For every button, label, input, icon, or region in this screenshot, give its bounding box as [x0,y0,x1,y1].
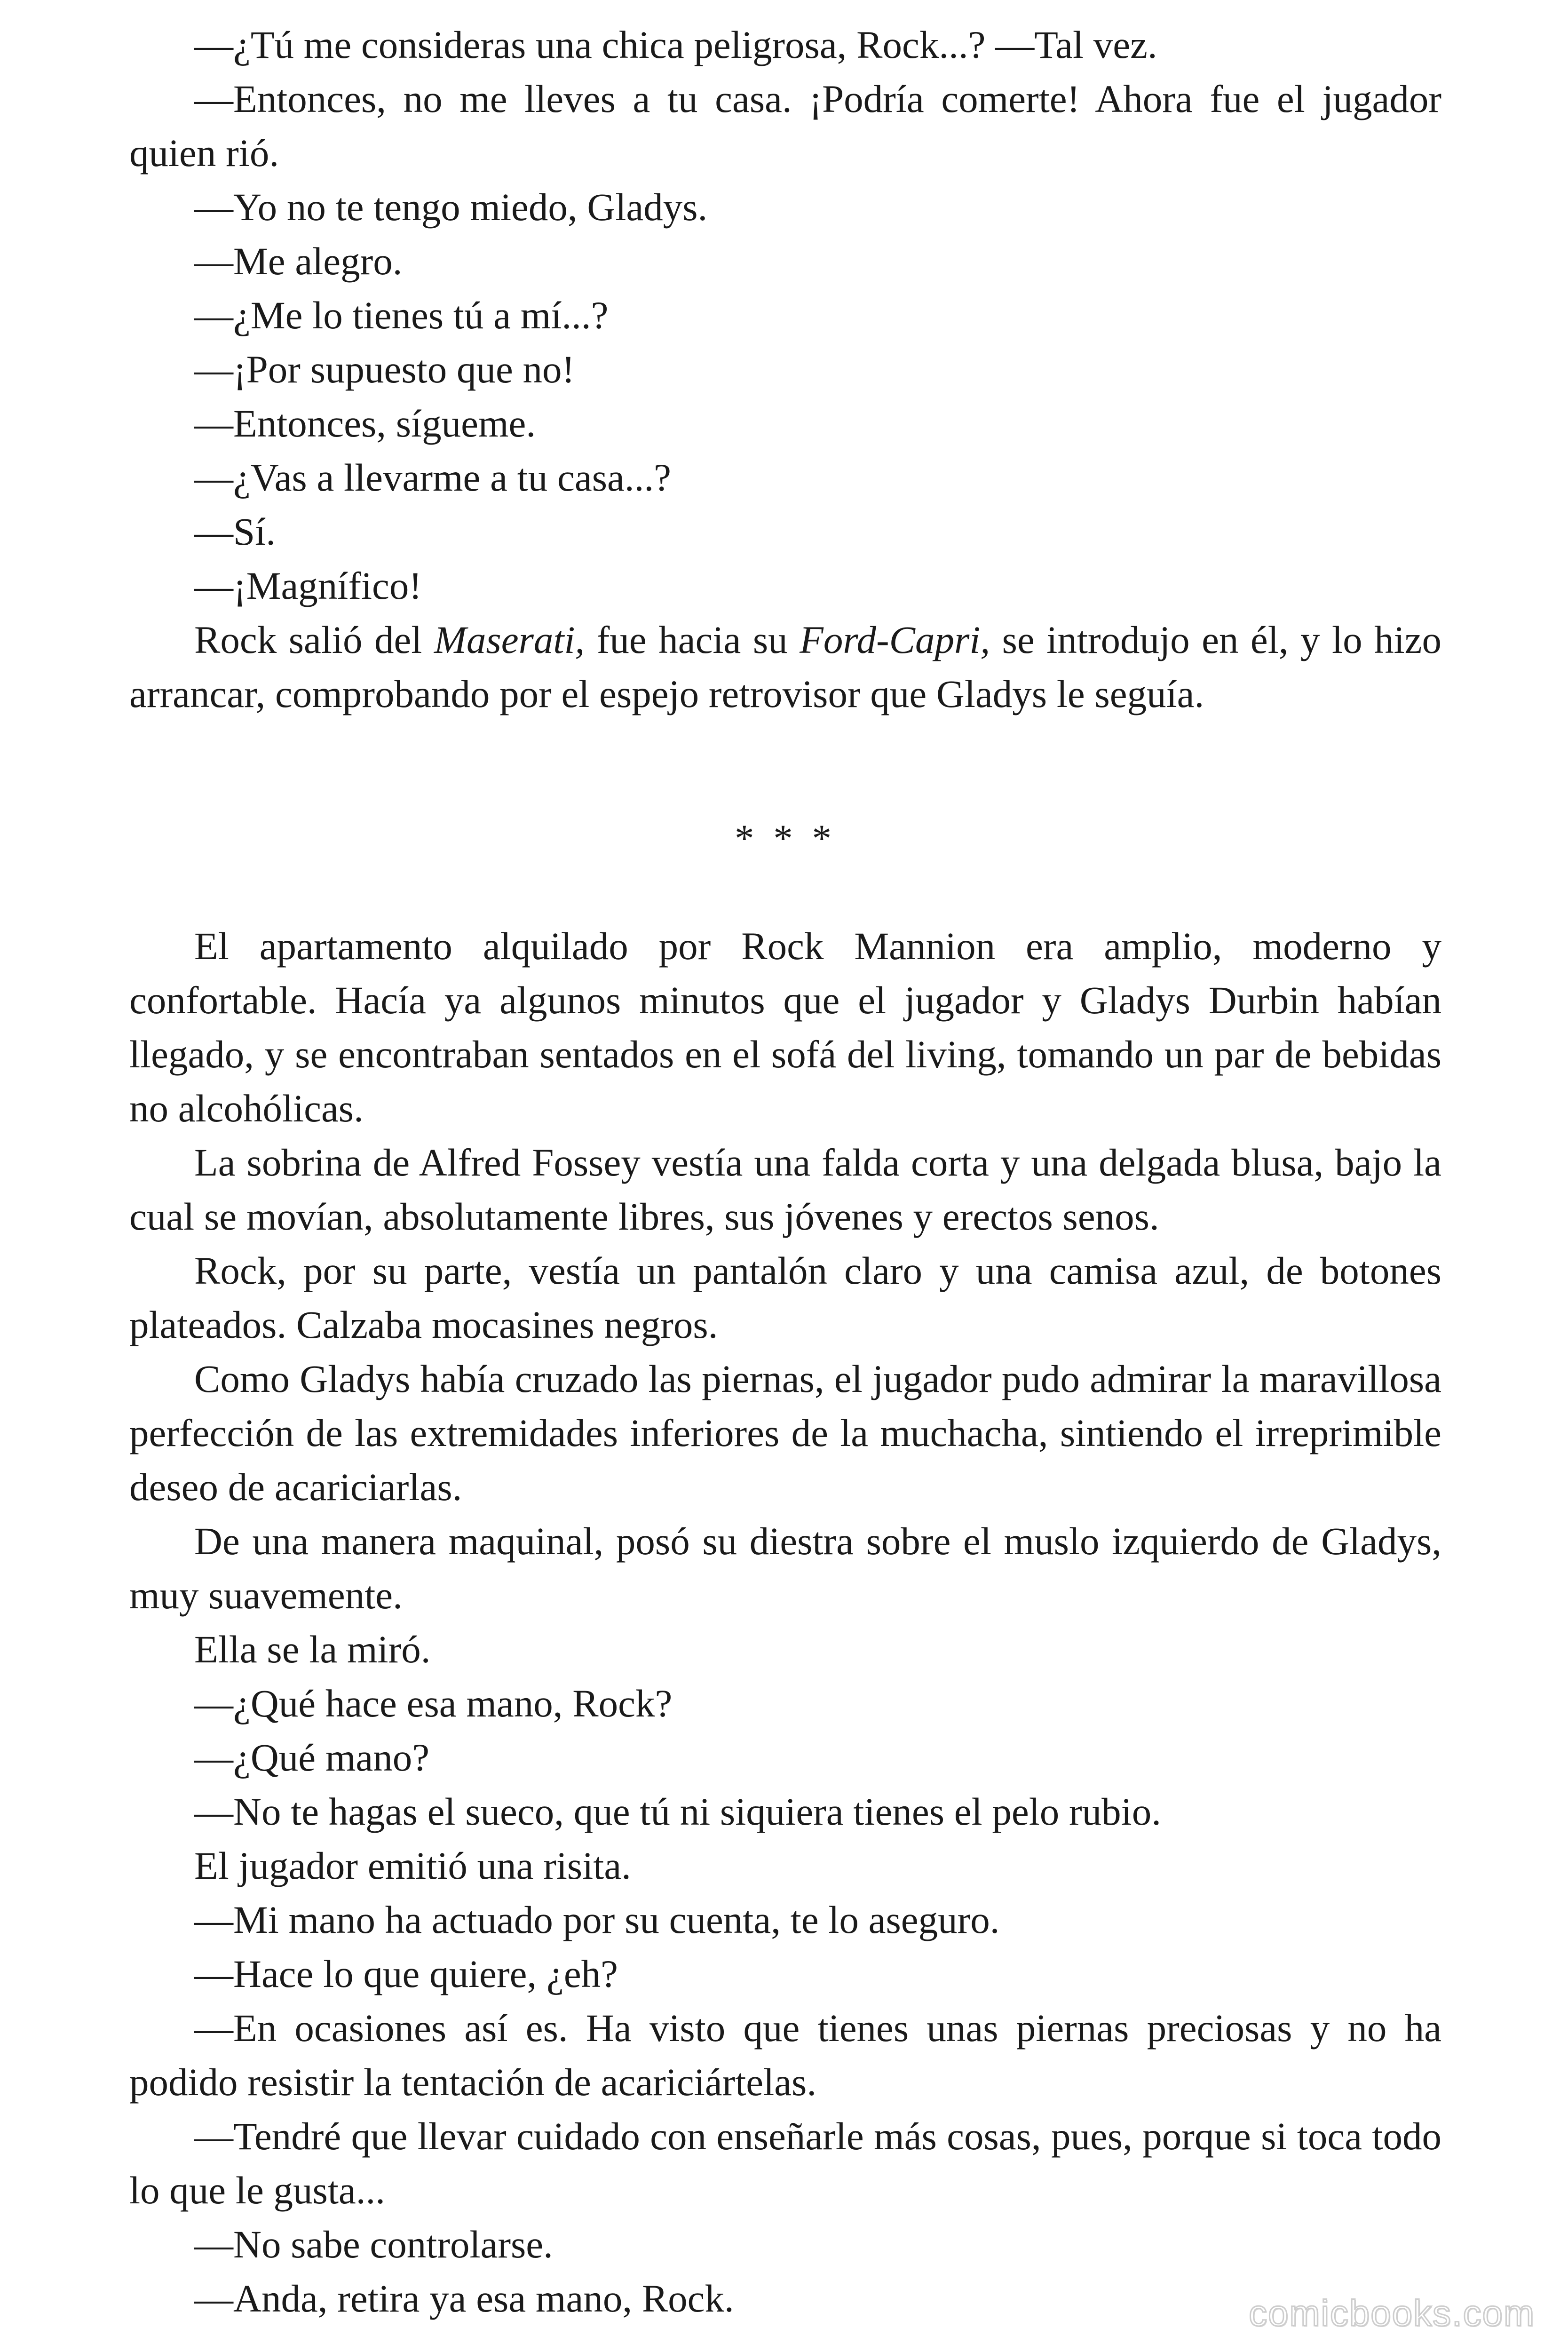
paragraph: —No te hagas el sueco, que tú ni siquiera tienes el pelo rubio. [194,1790,1161,1833]
paragraph: —Hace lo que quiere, ¿eh? [194,1952,618,1995]
paragraph: —Entonces, sígueme. [194,402,536,445]
paragraph: —No sabe controlarse. [194,2223,553,2266]
paragraph: —Tendré que llevar cuidado con enseñarle más cosas, pues, porque si toca todo lo que le gusta... [129,2114,1441,2212]
paragraph: —Anda, retira ya esa mano, Rock. [194,2277,734,2320]
paragraph: —Mi mano ha actuado por su cuenta, te lo aseguro. [194,1898,1000,1941]
paragraph: —Sí. [194,510,276,553]
paragraph: —Yo no te tengo miedo, Gladys. [194,185,708,229]
paragraph: —En ocasiones así es. Ha visto que tienes unas piernas preciosas y no ha podido resistir la tentación de acariciártelas. [129,2006,1441,2104]
text-block-bottom [129,919,1441,2326]
paragraph: El jugador emitió una risita. [194,1844,631,1887]
watermark: comicbooks.com [1249,2292,1535,2334]
car-name-ford-capri: Ford-Capri, [800,618,990,661]
text-block-top [129,18,1441,721]
paragraph: —Entonces, no me lleves a tu casa. ¡Podría comerte! Ahora fue el jugador quien rió. [129,77,1441,175]
paragraph: —¡Por supuesto que no! [194,348,575,391]
paragraph-part: fue hacia su [585,618,800,661]
paragraph: La sobrina de Alfred Fossey vestía una falda corta y una delgada blusa, bajo la cual se movían, absolutamente libres, sus jóvenes y erectos senos. [129,1141,1441,1238]
paragraph: Ella se la miró. [194,1628,431,1671]
paragraph: —¿Vas a llevarme a tu casa...? [194,456,671,499]
paragraph: Como Gladys había cruzado las piernas, el jugador pudo admirar la maravillosa perfección de las extremidades inferiores de la muchacha, sintiendo el irreprimible deseo de acariciarlas. [129,1357,1441,1509]
paragraph: —¿Qué mano? [194,1736,430,1779]
paragraph-part: Rock salió del [194,618,434,661]
paragraph-rock-drives [129,613,1441,721]
car-name-maserati: Maserati, [434,618,585,661]
paragraph: —¿Me lo tienes tú a mí...? [194,294,609,337]
paragraph: —¿Tú me consideras una chica peligrosa, Rock...? —Tal vez. [194,23,1157,66]
paragraph: —Me alegro. [194,239,403,283]
paragraph-part: se introdujo en él, y lo hizo arrancar, comprobando por el espejo retrovisor que Gladys le seguía. [129,618,1442,715]
paragraph: De una manera maquinal, posó su diestra sobre el muslo izquierdo de Gladys, muy suavemente. [129,1519,1441,1617]
paragraph: —¿Qué hace esa mano, Rock? [194,1682,673,1725]
paragraph: El apartamento alquilado por Rock Mannion era amplio, moderno y confortable. Hacía ya algunos minutos que el jugador y Gladys Durbin habían llegado, y se encontraban sentados en el sofá del living, tomando un par de bebidas no alcohólicas. [129,924,1441,1130]
paragraph: Rock, por su parte, vestía un pantalón claro y una camisa azul, de botones plateados. Calzaba mocasines negros. [129,1249,1441,1346]
section-separator: * * * [735,817,836,860]
paragraph: —¡Magnífico! [194,564,422,607]
